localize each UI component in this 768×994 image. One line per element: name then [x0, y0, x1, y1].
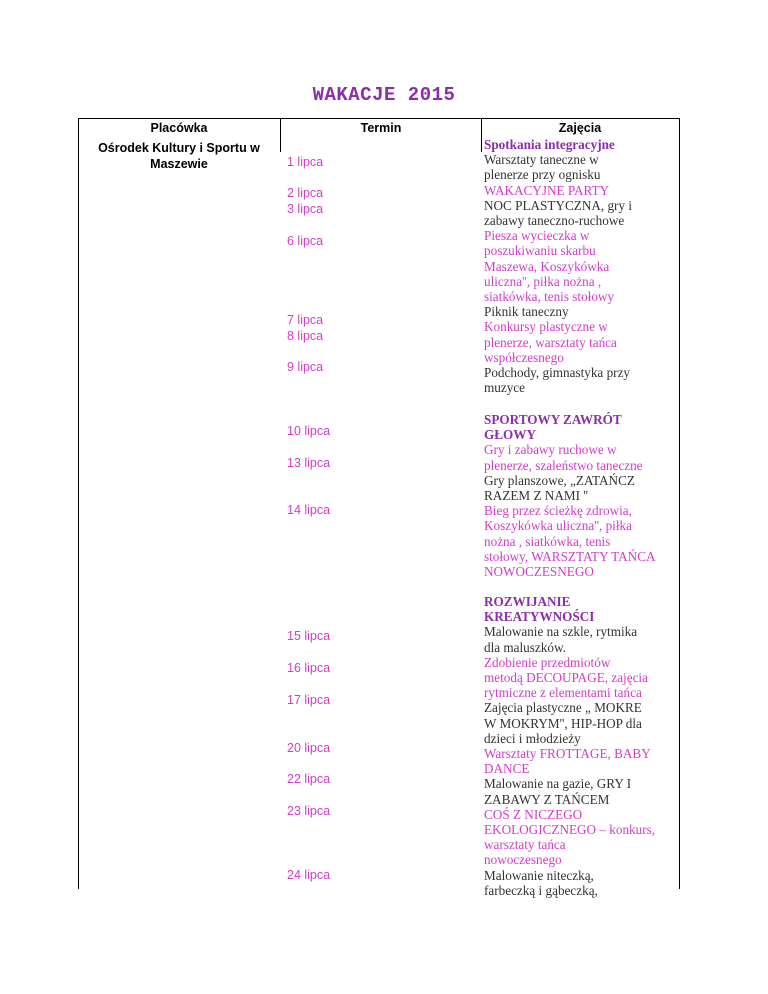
date-entry: 3 lipca — [287, 202, 324, 216]
date-entry: 14 lipca — [287, 503, 331, 517]
column-divider — [481, 118, 482, 152]
activity-line: Podchody, gimnastyka przy — [484, 365, 631, 381]
activity-line: WAKACYJNE PARTY — [484, 182, 610, 198]
venue-line: Maszewie — [150, 157, 208, 171]
activity-line: Warsztaty FROTTAGE, BABY — [484, 746, 651, 762]
activity-line: EKOLOGICZNEGO – konkurs, — [484, 822, 656, 838]
activity-line: plenerze, szaleństwo taneczne — [484, 457, 643, 473]
activity-line: NOC PLASTYCZNA, gry i — [484, 197, 632, 213]
date-entry: 9 lipca — [287, 360, 324, 374]
activity-line: Bieg przez ścieżkę zdrowia, — [484, 503, 632, 519]
activity-line: RAZEM Z NAMI '' — [484, 488, 589, 504]
activity-line: Gry i zabawy ruchowe w — [484, 442, 617, 458]
header-placowka: Placówka — [150, 121, 208, 135]
date-entry: 16 lipca — [287, 661, 331, 675]
activity-line: warsztaty tańca — [484, 837, 566, 853]
date-entry: 24 lipca — [287, 868, 331, 882]
activity-line: NOWOCZESNEGO — [484, 564, 594, 580]
activity-line: Warsztaty taneczne w — [484, 152, 599, 168]
date-entry: 6 lipca — [287, 234, 324, 248]
date-entry: 17 lipca — [287, 693, 331, 707]
activity-line: DANCE — [484, 761, 530, 777]
activity-line: dla maluszków. — [484, 639, 566, 655]
date-entry: 22 lipca — [287, 772, 331, 786]
activity-heading: SPORTOWY ZAWRÓT — [484, 412, 622, 427]
activity-line: nowoczesnego — [484, 852, 562, 868]
activity-line: Maszewa, Koszykówka — [484, 258, 610, 274]
activity-line: plenerze przy ognisku — [484, 167, 601, 183]
page-title: WAKACJE 2015 — [312, 84, 456, 106]
date-entry: 13 lipca — [287, 456, 331, 470]
activity-line: ZABAWY Z TAŃCEM — [484, 791, 610, 807]
activity-line: zabawy taneczno-ruchowe — [484, 213, 625, 229]
activity-line: nożna , siatkówka, tenis — [484, 533, 611, 549]
venue-line: Ośrodek Kultury i Sportu w — [98, 141, 260, 155]
activity-line: Piesza wycieczka w — [484, 228, 590, 244]
activity-heading: Spotkania integracyjne — [484, 137, 615, 152]
activity-line: rytmiczne z elementami tańca — [484, 685, 642, 701]
date-entry: 8 lipca — [287, 329, 324, 343]
date-entry: 20 lipca — [287, 741, 331, 755]
header-zajecia: Zajęcia — [558, 121, 602, 135]
venue-name — [80, 140, 278, 172]
activity-block — [484, 412, 676, 579]
activity-line: dzieci i młodzieży — [484, 730, 581, 746]
activity-line: siatkówka, tenis stołowy — [484, 289, 615, 305]
activity-line: Zdobienie przedmiotów — [484, 654, 611, 670]
activity-line: uliczna'', piłka nożna , — [484, 273, 602, 289]
activity-heading: KREATYWNOŚCI — [484, 609, 595, 625]
date-entry: 1 lipca — [287, 155, 324, 169]
activity-line: Piknik taneczny — [484, 304, 569, 320]
activity-line: Malowanie niteczką, — [484, 867, 594, 883]
activity-line: Konkursy plastyczne w — [484, 319, 608, 335]
activity-line: COŚ Z NICZEGO — [484, 806, 583, 822]
activity-line: metodą DECOUPAGE, zajęcia — [484, 670, 648, 686]
activity-line: współczesnego — [484, 349, 564, 365]
activity-line: Malowanie na szkle, rytmika — [484, 624, 638, 640]
activity-block — [484, 137, 676, 395]
header-termin: Termin — [360, 121, 402, 135]
column-divider — [280, 118, 281, 152]
date-entry: 10 lipca — [287, 424, 331, 438]
activity-line: plenerze, warsztaty tańca — [484, 334, 617, 350]
activity-block — [484, 594, 676, 898]
activity-line: Gry planszowe, „ZATAŃCZ — [484, 472, 635, 488]
date-entry: 23 lipca — [287, 804, 331, 818]
activity-line: Malowanie na gazie, GRY I — [484, 776, 632, 792]
activity-line: poszukiwaniu skarbu — [484, 243, 596, 259]
date-entry: 2 lipca — [287, 186, 324, 200]
date-entry: 15 lipca — [287, 629, 331, 643]
activity-heading: ROZWIJANIE — [484, 594, 571, 609]
activity-line: Koszykówka uliczna'', piłka — [484, 518, 632, 534]
activity-line: Zajęcia plastyczne „ MOKRE — [484, 700, 642, 716]
activity-heading: GŁOWY — [484, 427, 537, 443]
activity-line: stołowy, WARSZTATY TAŃCA — [484, 548, 656, 564]
activity-line: W MOKRYM'', HIP-HOP dla — [484, 715, 642, 731]
activity-line: muzyce — [484, 380, 526, 396]
activity-line: farbeczką i gąbeczką, — [484, 882, 598, 898]
date-entry: 7 lipca — [287, 313, 324, 327]
